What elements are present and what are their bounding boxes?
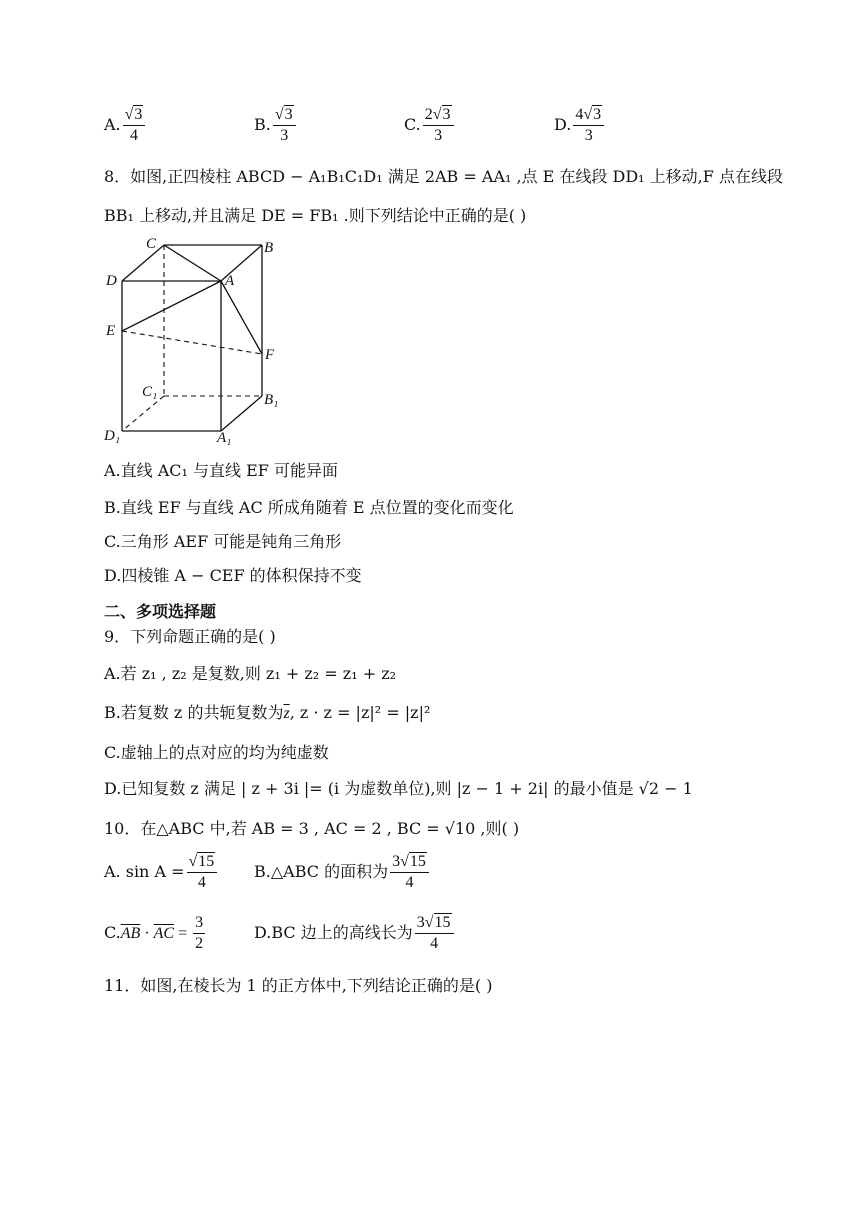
label-d: D (106, 273, 117, 289)
prism-figure (100, 234, 290, 448)
q8-option-c: C.三角形 AEF 可能是钝角三角形 (104, 532, 342, 551)
q9-option-a: A.若 z₁ , z₂ 是复数,则 z₁ + z₂ = z₁ + z₂ (104, 664, 397, 683)
q10-option-a: A. sin A = $\frac{√15}{4}$ (104, 853, 219, 892)
label-a1: A₁ (217, 430, 232, 446)
label-a: A (225, 273, 235, 289)
label-c1: C₁ (142, 384, 158, 400)
q8-option-b: B.直线 EF 与直线 AC 所成角随着 E 点位置的变化而变化 (104, 498, 514, 517)
q8-stem-line2: BB₁ 上移动,并且满足 DE = FB₁ .则下列结论中正确的是( ) (104, 206, 527, 225)
q7-option-a: A. $\frac{√3}{4}$ (104, 106, 147, 145)
q10-option-d: D.BC 边上的高线长为 $\frac{3√15}{4}$ (254, 914, 456, 953)
q9-option-d: D.已知复数 z 满足 | z + 3i |= (i 为虚数单位),则 |z − 1 + 2i| 的最小值是 √2 − 1 (104, 779, 693, 798)
q9-stem: 9．下列命题正确的是( ) (104, 627, 276, 646)
q10-option-c: $C.\overline{AB} \cdot \overline{AC}$ = $\frac{3}{2}$ (104, 914, 204, 952)
label-b: B (264, 240, 274, 256)
q8-option-a: A.直线 AC₁ 与直线 EF 可能异面 (104, 461, 338, 480)
q7-option-b: B. $\frac{√3}{3}$ (254, 106, 298, 145)
label-b1: B₁ (264, 392, 279, 408)
label-c: C (146, 236, 157, 252)
q11-stem: 11．如图,在棱长为 1 的正方体中,下列结论正确的是( ) (104, 976, 493, 995)
label-f: F (265, 347, 275, 363)
q10-option-b: B.△ABC 的面积为 $\frac{3√15}{4}$ (254, 853, 431, 892)
q7-option-c: C. $\frac{2√3}{3}$ (404, 106, 456, 145)
label-d1: D₁ (104, 428, 121, 444)
section-heading: 二、多项选择题 (104, 602, 217, 621)
q8-stem-line1: 8．如图,正四棱柱 ABCD − A₁B₁C₁D₁ 满足 2AB = AA₁ ,点 E 在线段 DD₁ 上移动,F 点在线段 (104, 167, 783, 186)
q9-option-c: C.虚轴上的点对应的均为纯虚数 (104, 743, 329, 762)
label-e: E (106, 323, 116, 339)
q10-stem: 10．在△ABC 中,若 AB = 3 , AC = 2 , BC = √10 ,则( ) (104, 819, 520, 838)
q8-option-d: D.四棱锥 A − CEF 的体积保持不变 (104, 566, 362, 585)
q7-option-d: D. $\frac{4√3}{3}$ (554, 106, 606, 145)
q9-option-b: B.若复数 z 的共轭复数为$\overline{z}$, z · z = |z|² = |z|² (104, 703, 431, 722)
